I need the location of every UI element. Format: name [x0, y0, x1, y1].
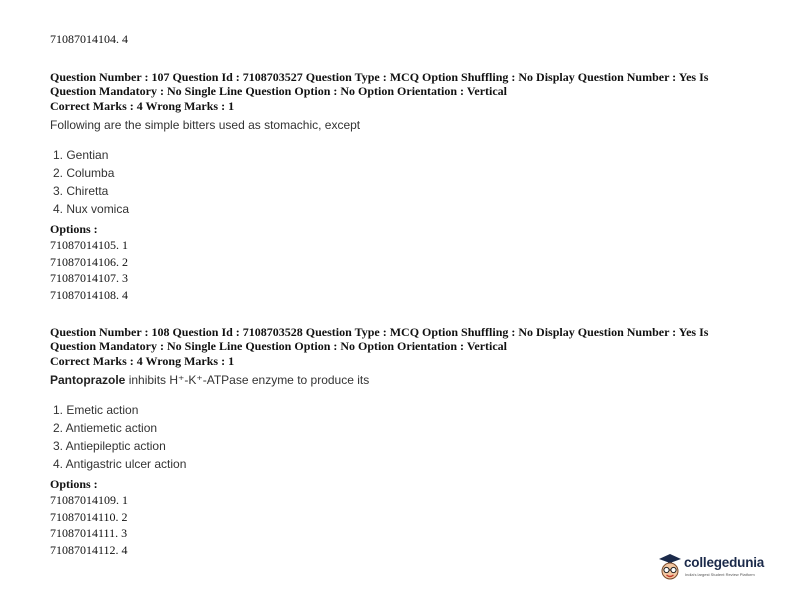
option-id: 71087014112. 4	[50, 543, 128, 557]
choice-item: 1. Emetic action	[53, 403, 139, 417]
option-id: 71087014111. 3	[50, 526, 128, 540]
options-label: Options :	[50, 477, 98, 491]
choice-item: 4. Antigastric ulcer action	[53, 457, 187, 471]
drug-name: Pantoprazole	[50, 373, 126, 387]
option-id: 71087014107. 3	[50, 271, 128, 285]
question-header-line2: Question Mandatory : No Single Line Question Option : No Option Orientation : Vertical	[50, 339, 508, 353]
choice-item: 3. Chiretta	[53, 184, 109, 198]
previous-answer-id: 71087014104. 4	[50, 32, 128, 46]
question-text: Following are the simple bitters used as stomachic, except	[50, 118, 361, 132]
collegedunia-logo	[656, 550, 766, 586]
option-id: 71087014110. 2	[50, 510, 128, 524]
marks-line: Correct Marks : 4 Wrong Marks : 1	[50, 99, 235, 113]
choice-item: 4. Nux vomica	[53, 202, 130, 216]
choice-item: 2. Columba	[53, 166, 115, 180]
logo-wordmark: collegedunia	[684, 555, 765, 570]
question-header-line2: Question Mandatory : No Single Line Question Option : No Option Orientation : Vertical	[50, 84, 508, 98]
option-id: 71087014108. 4	[50, 288, 128, 302]
logo-tagline: India's largest Student Review Platform	[685, 572, 755, 577]
question-header-line1: Question Number : 108 Question Id : 7108703528 Question Type : MCQ Option Shuffling : No Display Question Number : Yes Is	[50, 325, 709, 339]
option-id: 71087014106. 2	[50, 255, 128, 269]
question-header-line1: Question Number : 107 Question Id : 7108703527 Question Type : MCQ Option Shuffling : No Display Question Number : Yes Is	[50, 70, 709, 84]
option-id: 71087014109. 1	[50, 493, 128, 507]
choice-item: 2. Antiemetic action	[53, 421, 158, 435]
question-text-rest: inhibits H⁺-K⁺-ATPase enzyme to produce its	[125, 373, 370, 387]
choice-item: 3. Antiepileptic action	[53, 439, 166, 453]
graduate-mascot-icon	[656, 550, 684, 586]
question-text	[50, 373, 369, 387]
options-label: Options :	[50, 222, 98, 236]
marks-line: Correct Marks : 4 Wrong Marks : 1	[50, 354, 235, 368]
option-id: 71087014105. 1	[50, 238, 128, 252]
choice-item: 1. Gentian	[53, 148, 109, 162]
